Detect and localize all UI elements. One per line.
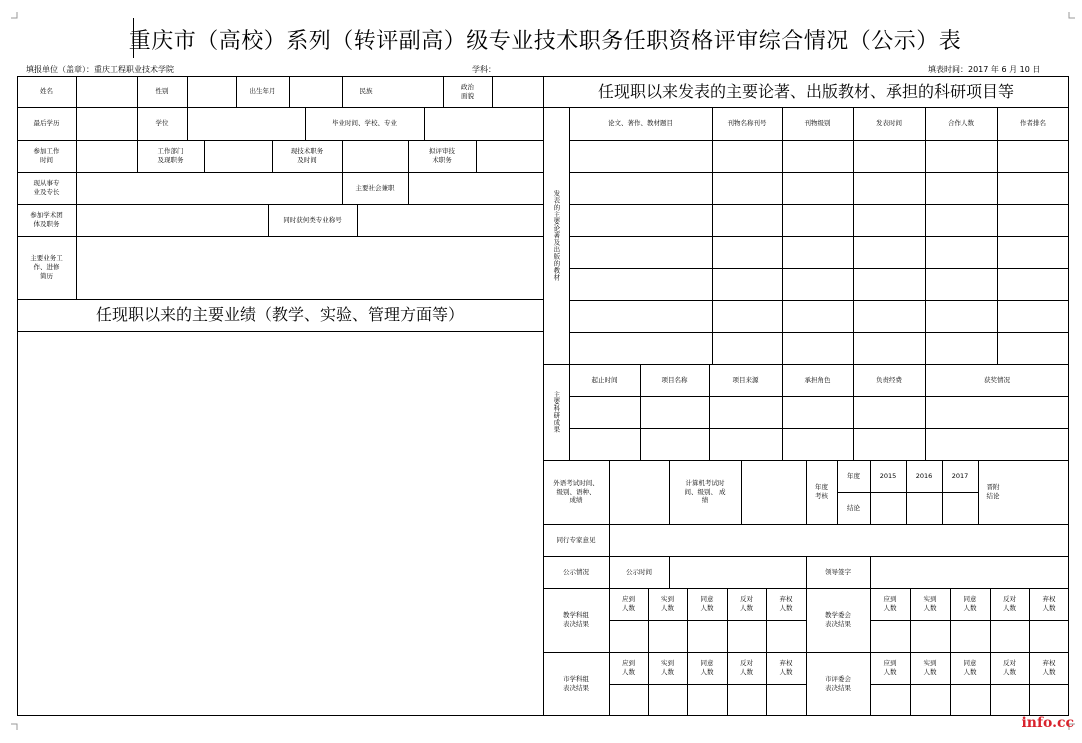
v-rule bbox=[669, 556, 670, 588]
label-major: 现从事专 业及专长 bbox=[33, 179, 60, 196]
label-dept: 工作部门 及现职务 bbox=[157, 147, 184, 164]
h-rule bbox=[870, 620, 1069, 621]
v-rule bbox=[76, 172, 77, 204]
papers-col-header-0: 论文、著作、教材题目 bbox=[608, 119, 673, 128]
research-side-label bbox=[543, 364, 569, 460]
papers-row-rule bbox=[569, 332, 1069, 333]
papers-side-label bbox=[543, 107, 569, 364]
label-resume: 主要业务工 作、进修 简历 bbox=[30, 254, 63, 280]
label-political: 政治 面貌 bbox=[461, 82, 474, 100]
vote-col-3-3: 反对 人数 bbox=[1003, 659, 1016, 676]
v-rule bbox=[609, 524, 610, 556]
v-rule bbox=[76, 204, 77, 236]
label-birth: 出生年月 bbox=[249, 87, 276, 96]
vote-col-1-2: 同意 人数 bbox=[963, 595, 977, 612]
vote-group-label-1: 教学委会 表决结果 bbox=[825, 611, 851, 628]
label-leader-sign: 领导签字 bbox=[825, 567, 851, 576]
research-row-rule bbox=[569, 428, 1069, 429]
v-rule bbox=[204, 140, 205, 172]
papers-side-rule bbox=[569, 107, 570, 460]
label-social: 主要社会兼职 bbox=[355, 183, 395, 192]
h-rule bbox=[609, 684, 806, 685]
v-rule bbox=[925, 107, 926, 364]
v-rule bbox=[408, 172, 409, 204]
field-birth[interactable] bbox=[289, 76, 342, 107]
research-col-header-3: 承担角色 bbox=[804, 375, 831, 384]
vote-col-0-4: 弃权 人数 bbox=[779, 595, 793, 612]
label-computer-exam: 计算机考试时 间、级别、 成 绩 bbox=[684, 478, 726, 505]
vote-col-0-2: 同意 人数 bbox=[700, 595, 714, 612]
papers-side-label-text: 发表的主要论著及出版的教材 bbox=[552, 190, 561, 281]
research-col-header-4: 负责经费 bbox=[876, 375, 902, 384]
label-title-time: 现技术职务 及时间 bbox=[290, 147, 324, 164]
label-peer-opinion: 同行专家意见 bbox=[556, 535, 596, 544]
vote-col-2-2: 同意 人数 bbox=[700, 659, 714, 676]
v-rule bbox=[76, 236, 77, 299]
research-row-rule bbox=[569, 396, 1069, 397]
papers-row-rule bbox=[569, 236, 1069, 237]
achievements-header: 任现职以来的主要业绩（教学、实验、管理方面等） bbox=[95, 305, 464, 325]
label-graduation: 毕业时间、学校、专业 bbox=[332, 119, 397, 128]
v-rule bbox=[741, 460, 742, 524]
label-publicity-time: 公示时间 bbox=[626, 567, 652, 576]
year-2015: 2015 bbox=[879, 471, 897, 480]
date-label: 填表时间：2017 年 6 月 10 日 bbox=[928, 65, 1041, 74]
vote-col-0-0: 应到 人数 bbox=[622, 595, 635, 612]
label-conclusion: 结论 bbox=[847, 503, 860, 512]
year-2017: 2017 bbox=[951, 471, 969, 480]
vote-col-2-3: 反对 人数 bbox=[740, 659, 753, 676]
vote-col-3-2: 同意 人数 bbox=[963, 659, 977, 676]
left-row-rule bbox=[17, 172, 543, 173]
vote-group-label-2: 市学科组 表决结果 bbox=[563, 675, 589, 692]
field-graduation[interactable] bbox=[424, 107, 543, 140]
field-gender[interactable] bbox=[187, 76, 236, 107]
v-rule bbox=[870, 556, 871, 588]
label-ethnic: 民族 bbox=[359, 87, 373, 96]
v-rule bbox=[342, 140, 343, 172]
vote-col-3-0: 应到 人数 bbox=[883, 659, 897, 676]
v-rule bbox=[712, 107, 713, 364]
label-foreign-exam: 外语考试时间、 级别、语种、 成绩 bbox=[553, 478, 599, 505]
v-rule bbox=[853, 107, 854, 364]
papers-col-header-1: 刊物名称刊号 bbox=[727, 119, 767, 128]
unit-label: 填报单位（盖章）：重庆工程职业技术学院 bbox=[26, 65, 174, 74]
field-ethnic[interactable] bbox=[390, 76, 443, 107]
vote-col-1-4: 弃权 人数 bbox=[1042, 595, 1056, 612]
vote-col-3-1: 实到 人数 bbox=[923, 659, 937, 676]
label-other-titles: 同时获何类专业称号 bbox=[283, 215, 342, 224]
v-rule bbox=[782, 107, 783, 364]
vote-group-label-0: 教学科组 表决结果 bbox=[563, 611, 589, 628]
subject-label: 学科： bbox=[472, 65, 496, 74]
label-name: 姓名 bbox=[40, 87, 53, 96]
vote-col-2-0: 应到 人数 bbox=[622, 659, 635, 676]
papers-col-header-2: 刊物级别 bbox=[804, 119, 831, 128]
papers-col-header-3: 发表时间 bbox=[876, 119, 902, 128]
watermark: info.cc bbox=[1021, 715, 1074, 731]
papers-row-rule bbox=[569, 204, 1069, 205]
research-side-label-text: 主要科研成果 bbox=[552, 391, 561, 433]
field-degree[interactable] bbox=[187, 107, 305, 140]
h-rule bbox=[870, 684, 1069, 685]
v-rule bbox=[76, 140, 77, 172]
papers-col-header-4: 合作人数 bbox=[948, 119, 974, 128]
vote-group-label-3: 市评委会 表决结果 bbox=[825, 675, 851, 692]
papers-header: 任现职以来发表的主要论著、出版教材、承担的科研项目等 bbox=[597, 81, 1014, 101]
vote-col-2-4: 弃权 人数 bbox=[779, 659, 793, 676]
papers-row-rule bbox=[569, 268, 1069, 269]
label-probation: 晋附 结论 bbox=[986, 483, 1000, 500]
vote-col-1-3: 反对 人数 bbox=[1003, 595, 1016, 612]
v-rule bbox=[357, 204, 358, 236]
h-rule bbox=[609, 620, 806, 621]
v-rule bbox=[476, 140, 477, 172]
label-publicity: 公示情况 bbox=[563, 567, 589, 576]
papers-col-header-5: 作者排名 bbox=[1020, 119, 1046, 128]
vote-col-0-1: 实到 人数 bbox=[661, 595, 674, 612]
label-degree: 学位 bbox=[155, 119, 169, 128]
v-rule bbox=[609, 460, 610, 524]
label-work-start: 参加工作 时间 bbox=[33, 147, 60, 164]
field-political[interactable] bbox=[492, 76, 543, 107]
label-gender: 性别 bbox=[155, 87, 169, 96]
vote-col-1-0: 应到 人数 bbox=[883, 595, 897, 612]
left-row-rule bbox=[17, 331, 543, 332]
label-year: 年度 bbox=[847, 471, 860, 480]
vote-col-3-4: 弃权 人数 bbox=[1042, 659, 1056, 676]
papers-row-rule bbox=[569, 300, 1069, 301]
papers-row-rule bbox=[569, 172, 1069, 173]
research-col-header-0: 起止时间 bbox=[591, 375, 618, 384]
left-row-rule bbox=[17, 236, 543, 237]
year-2016: 2016 bbox=[915, 471, 933, 480]
label-education: 最后学历 bbox=[33, 119, 60, 128]
vote-col-1-1: 实到 人数 bbox=[923, 595, 937, 612]
papers-row-rule bbox=[569, 140, 1069, 141]
vote-col-2-1: 实到 人数 bbox=[661, 659, 674, 676]
label-annual-review: 年度 考核 bbox=[815, 483, 828, 500]
research-col-header-2: 项目来源 bbox=[732, 375, 759, 384]
document-title: 重庆市（高校）系列（转评副高）级专业技术职务任职资格评审综合情况（公示）表 bbox=[128, 29, 962, 54]
field-name[interactable] bbox=[76, 76, 137, 107]
v-rule bbox=[997, 107, 998, 364]
research-col-header-1: 项目名称 bbox=[661, 375, 688, 384]
label-academic: 参加学术团 体及职务 bbox=[30, 211, 63, 228]
vote-col-0-3: 反对 人数 bbox=[740, 595, 753, 612]
research-col-header-5: 获奖情况 bbox=[984, 375, 1010, 384]
exam-bottom-rule bbox=[543, 524, 1069, 525]
label-proposed: 拟评审技 术职务 bbox=[429, 147, 455, 164]
field-education[interactable] bbox=[76, 107, 137, 140]
